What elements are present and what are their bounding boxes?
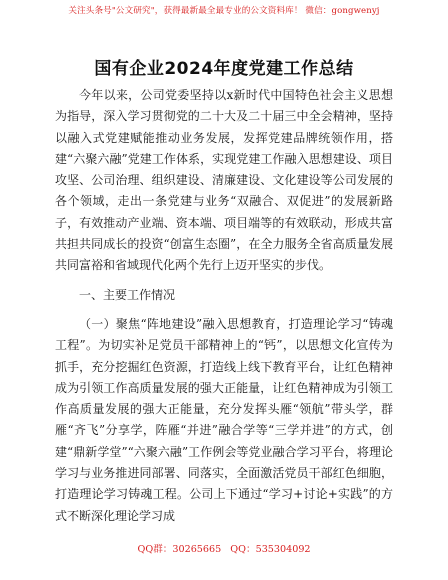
header-note: 关注头条号"公文研究"，获得最新最全最专业的公文资料库！ 微信：gongwenyj	[68, 6, 380, 16]
section-heading: 一、主要工作情况	[79, 287, 176, 302]
subsection-paragraph: （一）聚焦“阵地建设”融入思想教育，打造理论学习“铸魂工程”。为切实补足党员干部精神上的“钙”，以思想文化宣传为抓手，充分挖掘红色资源，打造线上线下教育平台，让红色精神成为引领工作高质量发展的强大正能量，让红色精神成为引领工作高质量发展的强大正能量，充分发挥头雁“领航”带头学，群雁“齐飞”分享学，阵雁“并进”融合学等“三学并进”的方式，创建“鼎新学堂”“六聚六融”工作例会等党业融合学习平台，将理论学习与业务推进同部署、同落实，全面激活党员干部红色细胞，打造理论学习铸魂工程。公司上下通过“学习+讨论+实践”的方式不断深化理论学习成	[55, 316, 393, 523]
document-body	[55, 85, 393, 527]
footer-note: QQ群：30265665 QQ：535304092	[137, 544, 311, 555]
document-title: 国有企业2024年度党建工作总结	[94, 59, 354, 79]
intro-paragraph: 今年以来，公司党委坚持以x新时代中国特色社会主义思想为指导，深入学习贯彻党的二十大及二十届三中全会精神，坚持以融入式党建赋能推动业务发展，发挥党建品牌统领作用，搭建“六聚六融”党建工作体系，实现党建工作融入思想建设、项目攻坚、公司治理、组织建设、清廉建设、文化建设等公司发展的各个领域，走出一条党建与业务“双融合、双促进”的发展新路子，有效推动产业端、资本端、项目端等的有效联动，形成共富共担共同成长的投资“创富生态圈”，在全力服务全省高质量发展共同富裕和省域现代化两个先行上迈开坚实的步伐。	[55, 88, 393, 273]
